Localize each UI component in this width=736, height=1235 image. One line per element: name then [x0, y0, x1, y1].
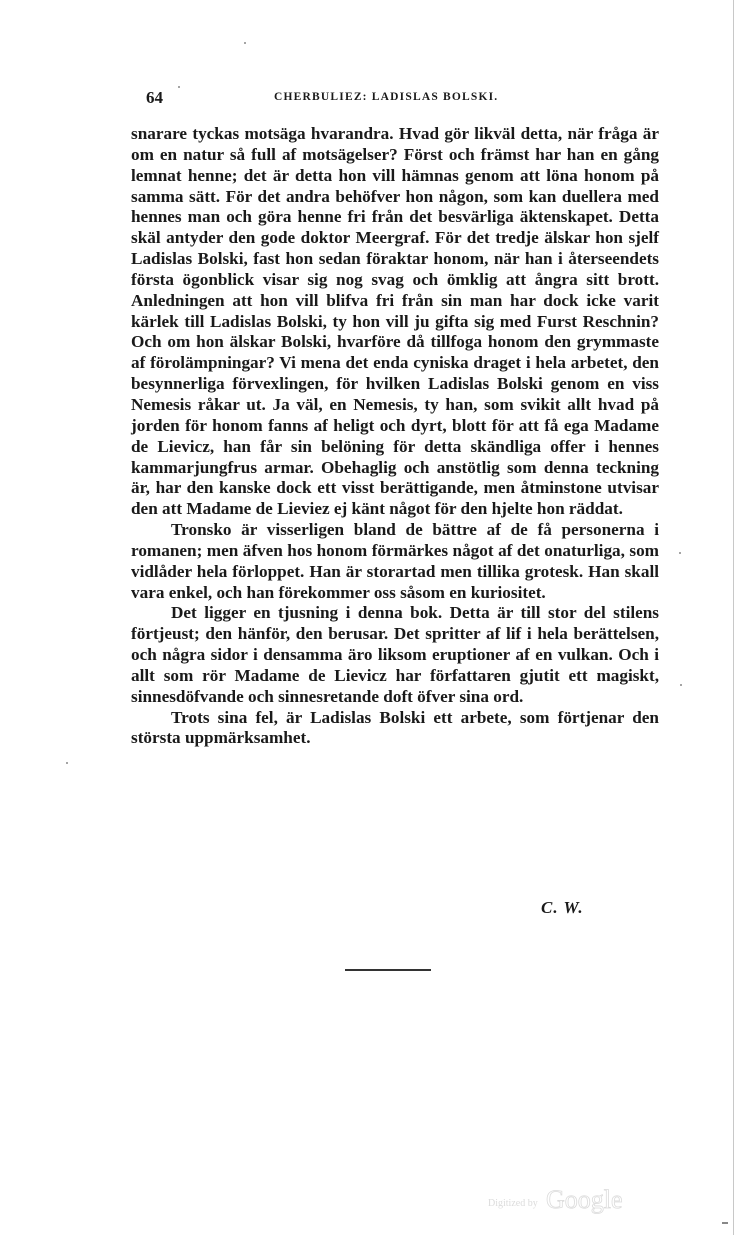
paper-speck — [66, 762, 68, 764]
author-signature: C. W. — [541, 898, 584, 917]
paper-speck — [244, 42, 246, 44]
page-edge-line — [733, 0, 734, 1235]
paragraph-4: Trots sina fel, är Ladislas Bolski ett arbete, som förtjenar den största uppmärksamhet. — [131, 707, 659, 748]
paper-speck — [722, 1222, 728, 1224]
running-head: CHERBULIEZ: LADISLAS BOLSKI. — [274, 91, 499, 103]
paragraph-2: Tronsko är visserligen bland de bättre af de få personerna i romanen; men äfven hos honom förmärkes något af det onaturliga, som vidlåder hela förloppet. Han är storartad men tillika grotesk. Han skall vara enkel, och han förekommer oss såsom en kuriositet. — [131, 520, 659, 602]
page-number: 64 — [146, 88, 163, 107]
paper-speck — [680, 684, 682, 686]
svg-text:Google: Google — [546, 1185, 623, 1214]
body-text — [131, 124, 659, 749]
paper-speck — [679, 552, 681, 554]
paragraph-1: snarare tyckas motsäga hvarandra. Hvad gör likväl detta, när fråga är om en natur så full af motsägelser? Först och främst har han en gång lemnat henne; det är detta hon vill hämnas genom att löna honom på samma sätt. För det andra behöfver hon någon, som kan duellera med hennes man och göra henne fri från det besvärliga äktenskapet. Detta skäl antyder den gode doktor Meergraf. För det tredje älskar hon sjelf Ladislas Bolski, fast hon sedan föraktar honom, när han i återseendets första ögonblick visar sig nog svag och ömklig att ångra sitt brott. Anledningen att hon vill blifva fri från sin man har dock icke varit kärlek till Ladislas Bolski, ty hon vill ju gifta sig med Furst Reschnin? Och om hon älskar Bolski, hvarföre då tillfoga honom den grymmaste af förolämpningar? Vi mena det enda cyniska draget i hela arbetet, den besynnerliga förvexlingen, för hvilken Ladislas Bolski genom en viss Nemesis råkar ut. Ja väl, en Nemesis, ty han, som svikit allt hvad på jorden för honom fanns af heligt och dyrt, blott för att få ega Madame de Lievicz, han får sin belöning för detta skändliga offer i hennes kammarjungfrus armar. Obehaglig och anstötlig som denna teckning är, har den kanske dock ett visst berättigande, men åtminstone utvisar den att Madame de Lieviez ej känt något för den hjelte hon räddat. — [131, 124, 659, 519]
paragraph-3: Det ligger en tjusning i denna bok. Detta är till stor del stilens förtjeust; den hänför, den berusar. Det spritter af lif i hela berättelsen, och några sidor i densamma äro liksom eruptioner af en vulkan. Och i allt som rör Madame de Lievicz har författaren gjutit ett magiskt, sinnesdöfvande och sinnesretande doft öfver sina ord. — [131, 603, 659, 706]
page-header — [146, 88, 658, 112]
paper-speck — [178, 86, 180, 88]
end-divider-rule — [345, 969, 431, 971]
google-watermark-logo — [486, 1180, 646, 1220]
svg-text:Digitized by: Digitized by — [488, 1198, 538, 1209]
